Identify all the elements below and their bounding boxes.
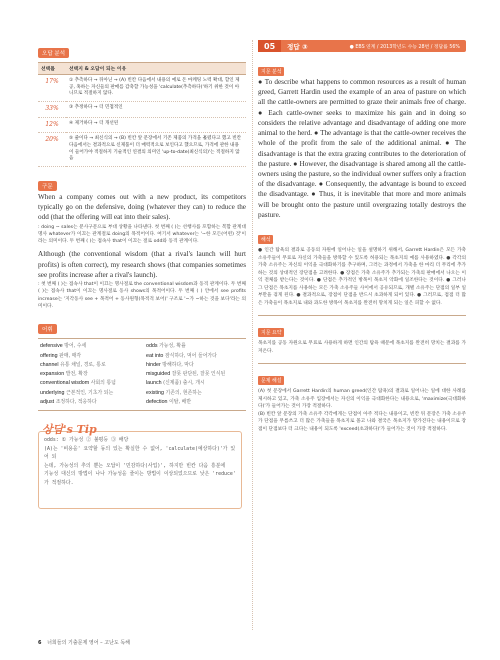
tip-line: odds: ① 가능성 ② 불평등 ③ 배당 (44, 437, 129, 444)
vocab-word: defection (146, 398, 168, 405)
tip-line: 기능성 대신의 방법이 나나 가능성을 줄이는 방법이 이상되었으므로 낮은 'reduce' (44, 471, 236, 478)
selection-rate: 33% (38, 101, 66, 117)
table-row (38, 101, 246, 117)
vocab-list (38, 338, 246, 411)
grammar-explanation-2: : 첫 번째 ( )는 접속사 that이 이끄는 명사절로 the conventional wisdom과 동격 관계이다. 두 번째 ( )는 접속사 that이 이끄는 명사절로 동사 shows의 목적어이다. 두 번째 ( ) 안에서 see profits increase는 '지각동사 see + 목적어 + 동사원형(목적격 보어)' 구조로 '~가 ~하는 것을 보다'라는 의미이다. (38, 282, 246, 309)
vocab-item (40, 361, 138, 370)
vocab-word: expansion (40, 371, 65, 378)
vocab-tag: 어휘 (38, 324, 57, 334)
vocab-word: conventional wisdom (40, 380, 90, 387)
vocab-word: underlying (40, 389, 65, 396)
vocab-item (146, 370, 244, 379)
vocab-meaning: 사회의 통념 (90, 380, 116, 387)
summary-tag: 지문 요약 (258, 328, 284, 337)
tip-line: 는데, 가능성의 추의 뿐는 오답이 '민감하다(사업)', 하지만 빈칸 다음 흥분에 (44, 462, 226, 469)
vocab-item (40, 379, 138, 388)
vocab-word: channel (40, 361, 59, 368)
vocab-item (146, 342, 244, 351)
page-number: 6 (38, 640, 42, 646)
grammar-sentence-1: When a company comes out with a new product, its competitors typically go on the defensive, doing (whatever they can) to reduce the odd (that the offering will eat into their sales). (38, 192, 246, 222)
table-header-reason: 선택지 & 오답이 되는 이유 (66, 63, 246, 75)
vocab-item (146, 361, 244, 370)
grammar-section (38, 173, 246, 310)
vocab-word: launch (146, 380, 162, 387)
translation-section (258, 226, 466, 307)
vocab-item (40, 352, 138, 361)
vocab-word: hinder (146, 361, 161, 368)
tip-section (38, 421, 246, 515)
vocab-meaning: 발전, 확장 (65, 371, 88, 378)
selection-rate: 12% (38, 117, 66, 133)
vocab-meaning: 가능성, 확률 (159, 343, 186, 350)
reason-text: ④ 제거하다 → 더 개선된 (66, 117, 246, 133)
table-row (38, 117, 246, 133)
vocab-item (40, 370, 138, 379)
vocab-word: defensive (40, 343, 63, 350)
answer-header (258, 40, 466, 52)
vocab-meaning: 잠식하다, 먹어 들어가다 (164, 352, 217, 359)
left-column (38, 40, 246, 515)
right-column (258, 40, 466, 435)
table-row (38, 133, 246, 167)
passage-tag: 지문 분석 (258, 67, 284, 76)
translation-text: ● 인간 탐욕의 결과로 공동의 자원에 일어나는 일을 설명하기 위해서, Garrett Hardin은 모든 가축 소유주들이 무료로 자신의 가축들을 방목할 수 있도록 허용되는 목초지의 예를 사용하였다. ● 각각의 가축 소유주는 자신의 이익을 극대화하기를 추구하며, 그러는 과정에서 가축을 한 마리 더 무리에 추가하는 것의 상대적인 장단점을 고려한다. ● 장점은 가축 소유주가 추가되는 가축의 판매에서 나오는 이익 전체를 받는다는 것이다. ● 단점은 추가적인 방목이 목초지 악화에 일조한다는 것이다. ● 그러나 그 단점은 목초지를 사용하는 모든 가축 소유주들 사이에서 공유되므로, 개별 소유주는 단점의 일부 일부만을 겪게 된다. ● 결과적으로, 장점이 단점을 반드시 초과하게 되어 있다. ● 그러므로, 점점 더 많은 가축들이 목초지로 내와 과도한 방목이 목초지를 완전히 망치게 되는 일은 피할 수 없다. (258, 248, 466, 306)
vocab-meaning: 판매, 매각 (59, 352, 82, 359)
passage-section (258, 58, 466, 220)
reason-text: ① 추측하다 → 뒤아닌 → (A) 빈칸 다음에서 내용의 예로 돈 마케팅 노력 확대, 할인 제공, 혹하는 자신들의 판매를 감축할 가능성을 'calculate(추측하다)'하기 위한 것이 아니므로 적절하지 않다. (66, 75, 246, 102)
vocab-meaning: 유통 채널, 경로, 통로 (60, 361, 106, 368)
tip-line: (A)는 '비용을' 요약할 동의 있는 확실한 수 없어, 'calculate(예상하다)'가 있어 되 (44, 445, 236, 461)
page-footer (38, 639, 130, 646)
vocab-meaning: 이탈, 배반 (169, 398, 192, 405)
vocab-word: odds (146, 343, 158, 350)
vocab-item (40, 342, 138, 351)
answer-label: 정답 ③ (287, 42, 308, 51)
answer-analysis-table (38, 62, 246, 167)
tip-title: 상담's Tip (42, 423, 97, 437)
book-title: 너희들의 기출문제 영어 – 고난도 독해 (47, 640, 130, 646)
tip-line: 가 적절하다. (44, 480, 74, 486)
table-header-rate: 선택률 (38, 63, 66, 75)
vocab-meaning: 근본적인, 기초가 되는 (66, 389, 114, 396)
vocab-word: offering (40, 352, 58, 359)
vocab-meaning: (신제품) 출시, 개시 (163, 380, 205, 387)
analysis-tag: 오답 분석 (38, 48, 69, 58)
vocab-item (40, 398, 138, 407)
reason-text: ⑤ 줄이다 → 최신식의 → (B) 빈칸 앞 문장에서 기존 제품의 가격을 훌렸다고 했고 빈칸 다음에서는 결과적으로 신제품이 더 매력적으로 보인다고 했으므로, 가격에 관한 내용이 들어가야 적절하지 기술적인 연결의 의미인 'up-to-date(최신식의)'는 적절하지 않음 (66, 133, 246, 167)
summary-section (258, 315, 466, 355)
reason-text: ③ 추정하다 → 더 민첩적인 (66, 101, 246, 117)
question-number: 05 (258, 40, 281, 52)
vocab-meaning: 조정하다, 적응하다 (55, 398, 97, 405)
vocab-meaning: 방어, 수세 (64, 343, 87, 350)
solution-tag: 문제 해설 (258, 376, 284, 385)
vocab-item (146, 352, 244, 361)
vocab-item (146, 379, 244, 388)
grammar-explanation-1: : doing ~ sales는 분사구문으로 부대 상황을 나타낸다. 첫 번째 ( )는 선행사를 포함하는 복합 관계대명사 whatever가 이끄는 관계절로 doing의 목적어이다. 여기서 whatever는 '~한 모든(어떤) 것'이라는 의미이다. 두 번째 ( )는 접속사 that이 이끄는 절로 odd와 동격 관계이다. (38, 224, 246, 245)
table-row (38, 75, 246, 102)
vocab-item (146, 398, 244, 407)
vocab-section (38, 316, 246, 411)
selection-rate: 17% (38, 75, 66, 102)
passage-text: ● To describe what happens to common resources as a result of human greed, Garrett Hardin used the example of an area of pasture on which all the cattle-owners are permitted to graze their animals free of charge. ● Each cattle-owner seeks to maximize his gain and in doing so considers the relative advantage and disadvantage of adding one more animal to the herd. ● The advantage is that the cattle-owner receives the whole of the profit from the sale of the additional animal. ● The disadvantage is that the extra grazing contributes to the deterioration of the pasture. ● However, the disadvantage is shared among all the cattle-owners using the pasture, so the individual owner suffers only a fraction of the disadvantage. ● Consequently, the advantage is bound to exceed the disadvantage. ● Thus, it is inevitable that more and more animals will be brought onto the pasture until overgrazing totally destroys the pasture. (258, 78, 466, 219)
translation-tag: 해석 (258, 235, 273, 244)
answer-source: ● EBS 연계 / 2013학년도 수능 28번 / 정답률 56% (349, 44, 460, 50)
vocab-item (146, 389, 244, 398)
tip-box (38, 431, 242, 509)
vocab-meaning: 잘못 판단된, 잘못 인식된 (171, 371, 226, 378)
vocab-word: adjust (40, 398, 55, 405)
vocab-word: eat into (146, 352, 164, 359)
vocab-word: misguided (146, 371, 171, 378)
column-divider (252, 40, 253, 630)
grammar-sentence-2: Although (the conventional wisdom (that a rival's launch will hurt profits) is often correct), my research shows (that companies sometimes see profits increase after a rival's launch). (38, 250, 246, 279)
summary-text: 목초지를 공동 자원으로 무료로 사용하게 하면 인간의 탐욕 때문에 목초지를 완전히 망치는 결과를 가져온다. (258, 341, 466, 354)
solution-text: (A) 첫 문장에서 Garrett Hardin의 human greed(인간 탐욕)의 결과로 일어나는 일에 대한 사례를 제시하고 있고, 가축 소유주 입장에서는 자신의 이익을 극대화한다는 내용으로, 'maximize(극대화하다)'가 들어가는 것이 가장 적절하다. (B) 빈칸 앞 문장의 가축 소유주 각각에게는 단점이 아주 적다는 내용이고, 빈칸 뒤 문장은 가축 소유주가 단점을 무릅쓰고 더 많은 가축들을 목초지로 몰고 나와 결국은 목초지가 망가진다는 내용이므로 장점이 단점보다 더 크다는 내용이 되도록 'exceed(초과하다)'가 들어가는 것이 가장 적절하다. (258, 389, 466, 432)
vocab-item (40, 389, 138, 398)
vocab-word: existing (146, 389, 164, 396)
grammar-tag: 구문 (38, 181, 57, 191)
vocab-meaning: 기존의, 현존하는 (165, 389, 202, 396)
vocab-meaning: 방해하다, 막다 (162, 361, 194, 368)
selection-rate: 20% (38, 133, 66, 167)
solution-section (258, 363, 466, 433)
